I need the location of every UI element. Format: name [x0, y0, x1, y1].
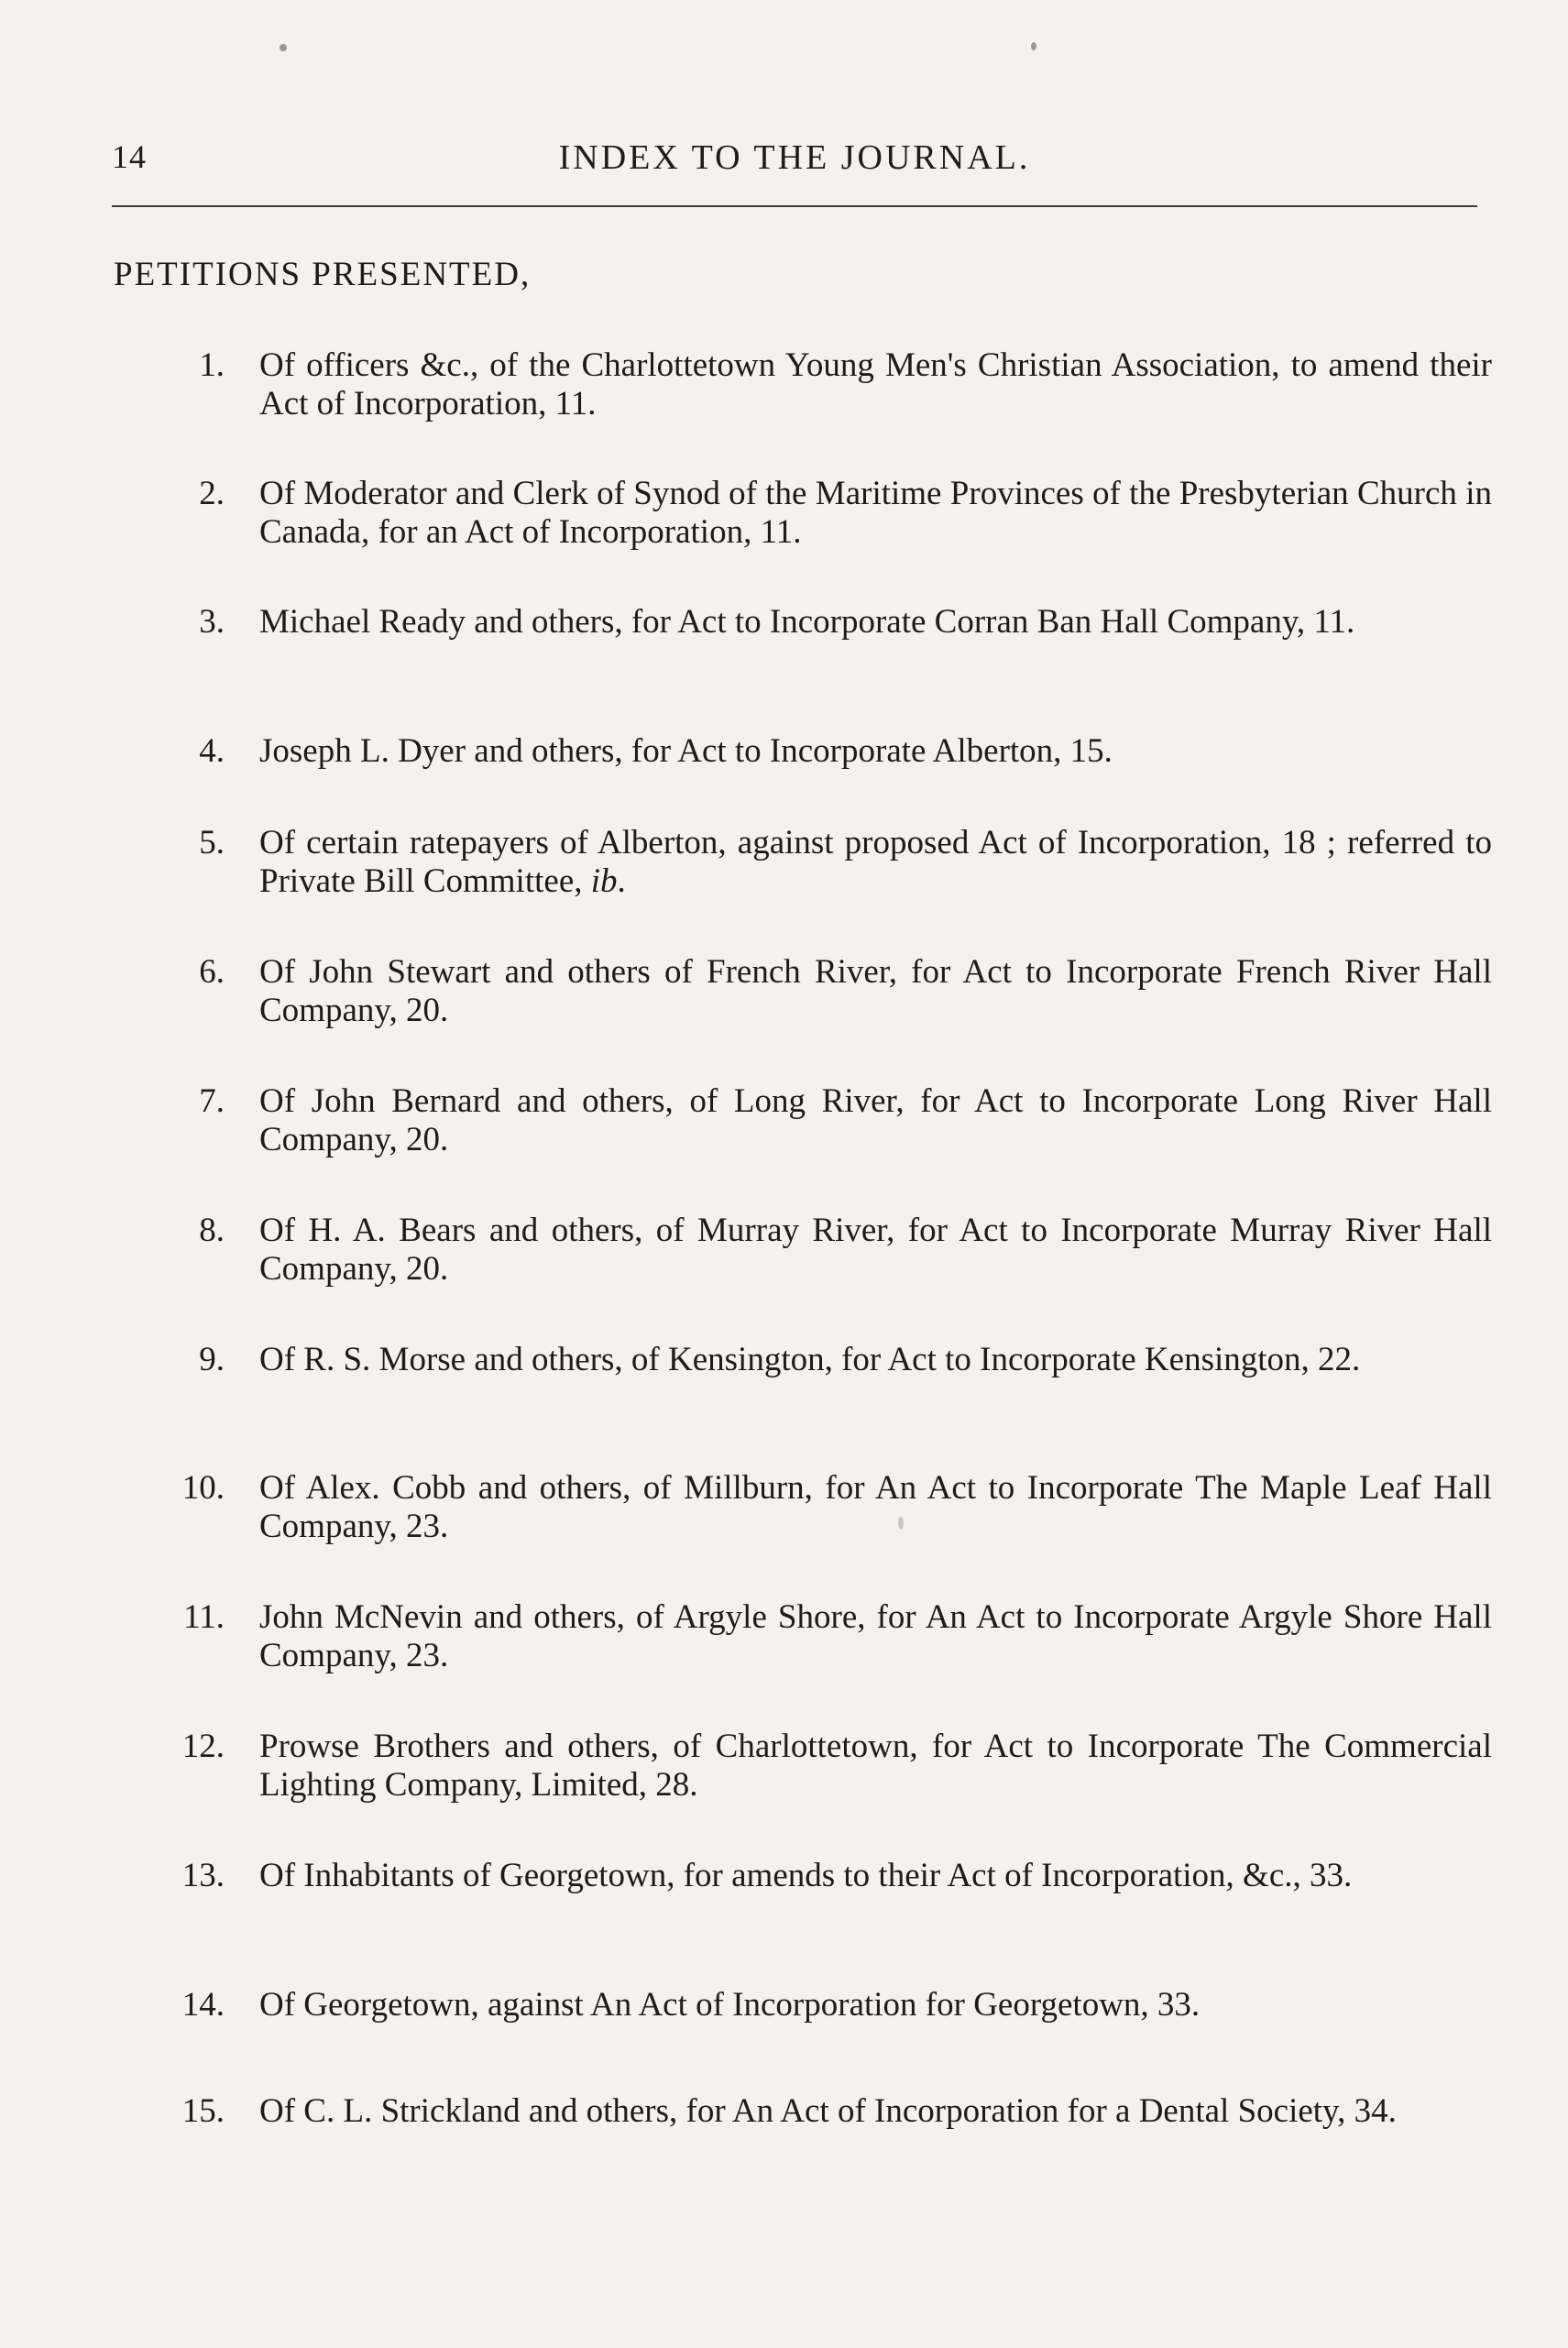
entry-number: 4.: [199, 732, 225, 770]
entry-text: John McNevin and others, of Argyle Shore, for An Act to Incorporate Argyle Shore Hall Company, 23.: [259, 1598, 1492, 1674]
entry-number: 14.: [181, 1986, 225, 2024]
entry-number: 11.: [183, 1598, 225, 1636]
entry-number: 1.: [199, 346, 225, 384]
entry-text: Of R. S. Morse and others, of Kensington, for Act to Incorporate Kensington, 22.: [259, 1341, 1361, 1378]
page-title: INDEX TO THE JOURNAL.: [558, 138, 1031, 177]
entry-number: 3.: [199, 603, 225, 641]
entry-text: Of John Stewart and others of French River, for Act to Incorporate French River Hall Company, 20.: [259, 953, 1492, 1029]
paper-speck: [898, 1517, 904, 1530]
entry-text: Of Moderator and Clerk of Synod of the Maritime Provinces of the Presbyterian Church in Canada, for an Act of Incorporation, 11.: [259, 475, 1492, 551]
entry-number: 5.: [199, 824, 225, 861]
entry-number: 13.: [181, 1857, 225, 1894]
entry-number: 6.: [199, 953, 225, 991]
entry-text: Michael Ready and others, for Act to Incorporate Corran Ban Hall Company, 11.: [259, 603, 1355, 641]
entry-number: 10.: [181, 1469, 225, 1507]
entry-text: Of officers &c., of the Charlottetown Young Men's Christian Association, to amend their Act of Incorporation, 11.: [259, 346, 1492, 422]
entry-text: Of H. A. Bears and others, of Murray River, for Act to Incorporate Murray River Hall Company, 20.: [259, 1212, 1492, 1288]
entry-number: 2.: [199, 475, 225, 512]
entry-number: 7.: [199, 1082, 225, 1120]
entry-number: 15.: [181, 2092, 225, 2130]
entry-number: 8.: [199, 1212, 225, 1249]
entry-text: Of certain ratepayers of Alberton, against proposed Act of Incorporation, 18 ; referred to Private Bill Committee, ib.: [259, 824, 1492, 900]
entry-text: Of Alex. Cobb and others, of Millburn, for An Act to Incorporate The Maple Leaf Hall Company, 23.: [259, 1469, 1492, 1545]
paper-speck: [1031, 42, 1036, 50]
header-rule: [112, 205, 1477, 207]
running-head: [112, 137, 1477, 183]
entry-number: 9.: [199, 1341, 225, 1378]
entry-text: Joseph L. Dyer and others, for Act to Incorporate Alberton, 15.: [259, 732, 1113, 770]
section-heading: PETITIONS PRESENTED,: [114, 256, 532, 293]
entry-text: Of Inhabitants of Georgetown, for amends to their Act of Incorporation, &c., 33.: [259, 1857, 1353, 1894]
entry-text: Of John Bernard and others, of Long River, for Act to Incorporate Long River Hall Company, 20.: [259, 1082, 1492, 1158]
entry-number: 12.: [181, 1728, 225, 1765]
entry-text: Of C. L. Strickland and others, for An Act of Incorporation for a Dental Society, 34.: [259, 2092, 1397, 2130]
page-number: 14: [112, 138, 147, 175]
paper-speck: [280, 44, 287, 51]
entry-text: Prowse Brothers and others, of Charlottetown, for Act to Incorporate The Commercial Lighting Company, Limited, 28.: [259, 1728, 1492, 1804]
entry-text: Of Georgetown, against An Act of Incorporation for Georgetown, 33.: [259, 1986, 1201, 2024]
